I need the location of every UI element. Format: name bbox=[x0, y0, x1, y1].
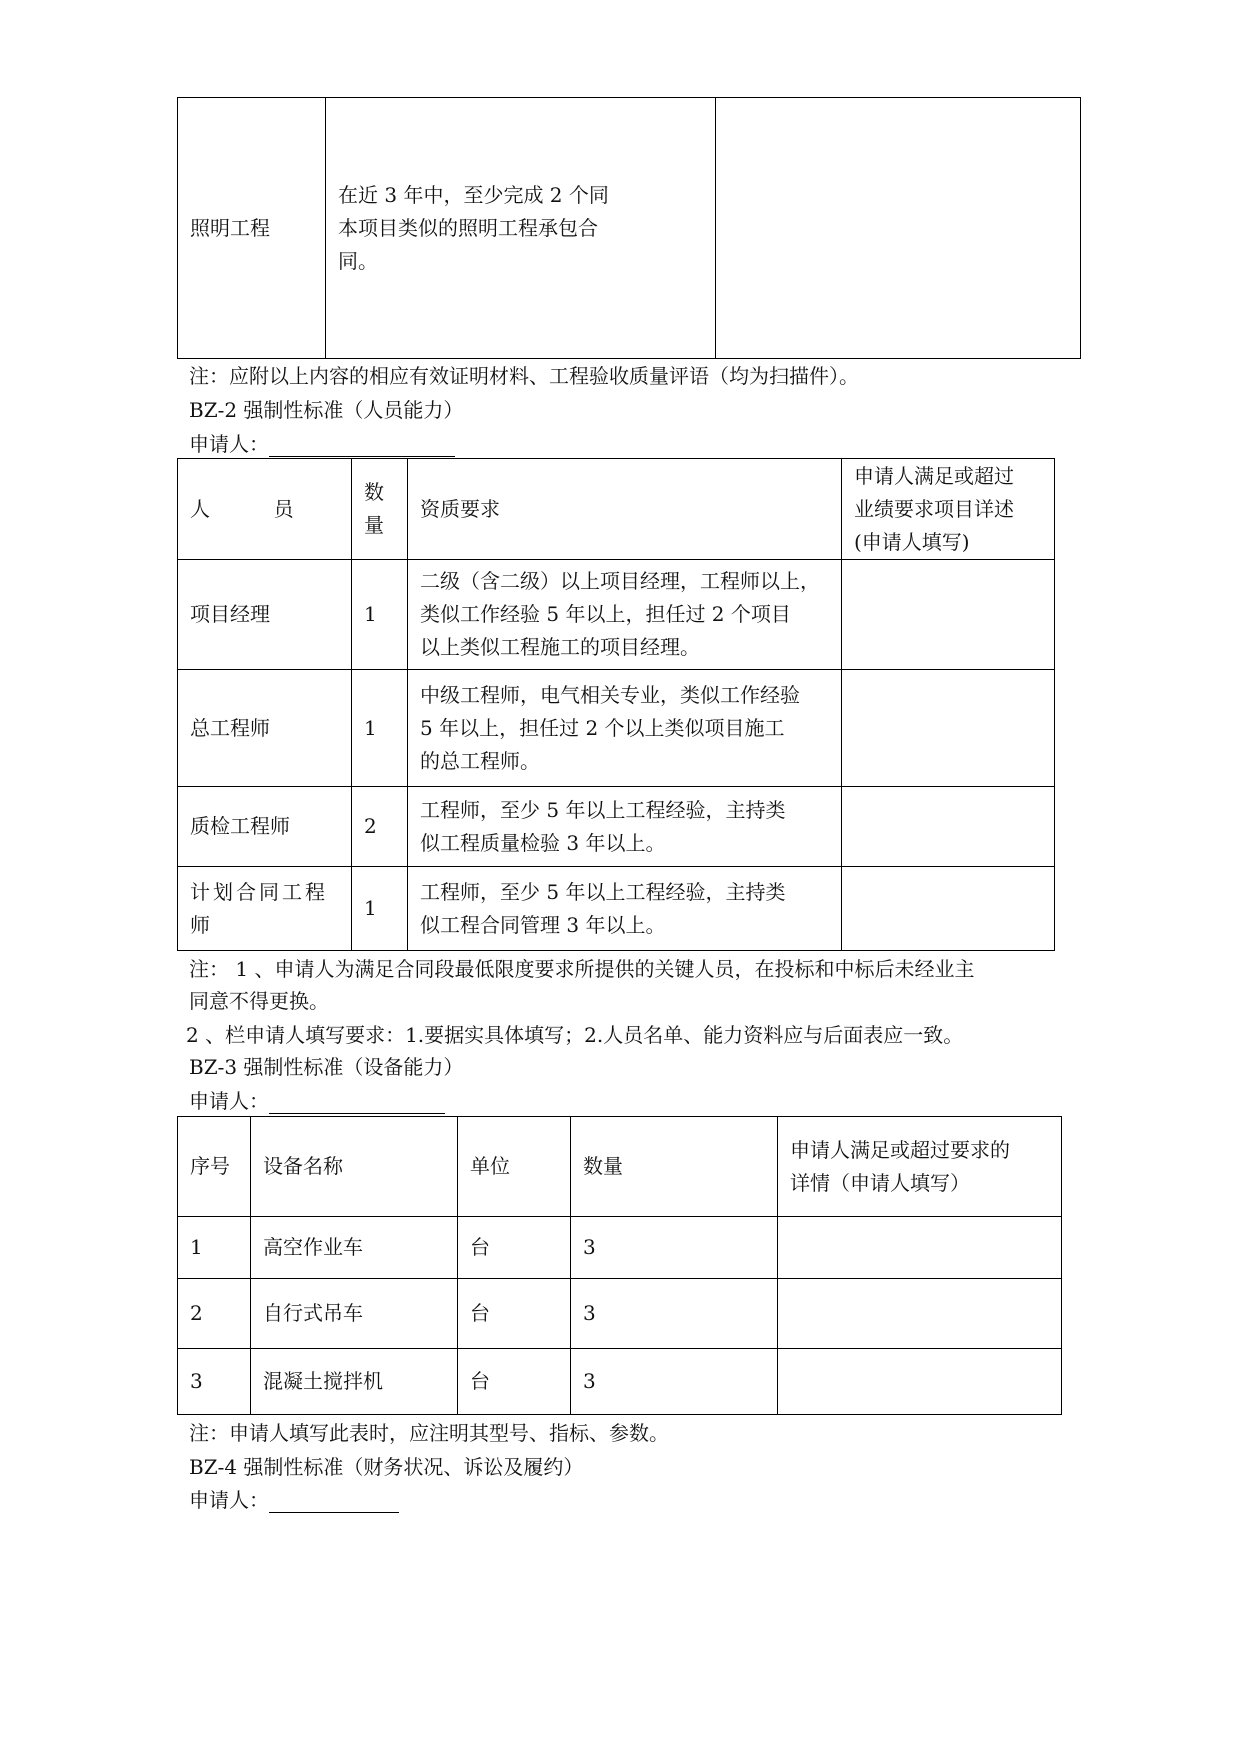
requirement-line: 同。 bbox=[338, 248, 378, 273]
requirement-line: 工程师，至少 5 年以上工程经验，主持类 bbox=[420, 797, 786, 822]
header-detail-line: 申请人满足或超过要求的 bbox=[790, 1137, 1010, 1162]
header-detail-line: 业绩要求项目详述 bbox=[854, 496, 1014, 521]
requirement-line: 似工程质量检验 3 年以上。 bbox=[420, 830, 666, 855]
role-cell: 质检工程师 bbox=[178, 787, 352, 867]
role-cell bbox=[178, 867, 352, 951]
role-cell: 项目经理 bbox=[178, 560, 352, 670]
table-row bbox=[178, 1217, 1062, 1279]
qty-cell: 1 bbox=[352, 867, 408, 951]
header-detail bbox=[778, 1117, 1062, 1217]
table-row bbox=[178, 670, 1055, 787]
requirement-line: 在近 3 年中，至少完成 2 个同 bbox=[338, 182, 609, 207]
requirement-cell bbox=[326, 98, 716, 359]
category-cell: 照明工程 bbox=[178, 98, 326, 359]
table-header-row bbox=[178, 1117, 1062, 1217]
no-cell: 1 bbox=[178, 1217, 251, 1279]
table-row bbox=[178, 787, 1055, 867]
name-cell: 混凝土搅拌机 bbox=[251, 1349, 458, 1415]
role-cell: 总工程师 bbox=[178, 670, 352, 787]
requirement-line: 以上类似工程施工的项目经理。 bbox=[420, 635, 700, 659]
table-row bbox=[178, 1279, 1062, 1349]
header-qualification: 资质要求 bbox=[408, 459, 842, 560]
note-equipment: 注：申请人填写此表时，应注明其型号、指标、参数。 bbox=[189, 1421, 669, 1445]
applicant-label: 申请人： bbox=[189, 432, 269, 456]
section-title-finance: BZ-4 强制性标准（财务状况、诉讼及履约） bbox=[189, 1455, 584, 1479]
qty-cell: 1 bbox=[352, 670, 408, 787]
applicant-detail-cell[interactable] bbox=[778, 1349, 1062, 1415]
requirement-line: 类似工作经验 5 年以上，担任过 2 个项目 bbox=[420, 602, 791, 626]
table-equipment bbox=[177, 1116, 1062, 1415]
applicant-line-equipment bbox=[189, 1088, 445, 1114]
qty-cell: 2 bbox=[352, 787, 408, 867]
table-row bbox=[178, 1349, 1062, 1415]
table-personnel bbox=[177, 458, 1055, 951]
note-evidence: 注：应附以上内容的相应有效证明材料、工程验收质量评语（均为扫描件）。 bbox=[189, 364, 859, 388]
applicant-detail-cell[interactable] bbox=[842, 787, 1055, 867]
unit-cell: 台 bbox=[458, 1217, 571, 1279]
applicant-detail-cell[interactable] bbox=[778, 1279, 1062, 1349]
unit-cell: 台 bbox=[458, 1279, 571, 1349]
applicant-detail-cell[interactable] bbox=[842, 867, 1055, 951]
applicant-detail-cell[interactable] bbox=[778, 1217, 1062, 1279]
header-qty-line: 量 bbox=[364, 513, 384, 537]
applicant-line-personnel bbox=[189, 431, 455, 457]
applicant-detail-cell[interactable] bbox=[716, 98, 1081, 359]
requirement-line: 似工程合同管理 3 年以上。 bbox=[420, 912, 666, 937]
applicant-line-finance bbox=[189, 1487, 399, 1513]
requirement-line: 5 年以上，担任过 2 个以上类似项目施工 bbox=[420, 715, 785, 740]
note-personnel-line2: 同意不得更换。 bbox=[189, 989, 329, 1013]
header-detail bbox=[842, 459, 1055, 560]
table-row bbox=[178, 560, 1055, 670]
no-cell: 2 bbox=[178, 1279, 251, 1349]
table-project-experience bbox=[177, 97, 1081, 359]
note-personnel-line3: 2 、栏申请人填写要求：1.要据实具体填写；2.人员名单、能力资料应与后面表应一致。 bbox=[186, 1023, 964, 1047]
requirement-cell bbox=[408, 560, 842, 670]
applicant-blank[interactable] bbox=[269, 436, 455, 457]
name-cell: 自行式吊车 bbox=[251, 1279, 458, 1349]
requirement-cell bbox=[408, 867, 842, 951]
header-qty: 数量 bbox=[571, 1117, 778, 1217]
requirement-line: 中级工程师，电气相关专业，类似工作经验 bbox=[420, 682, 800, 707]
name-cell: 高空作业车 bbox=[251, 1217, 458, 1279]
header-detail-line: 申请人满足或超过 bbox=[854, 463, 1014, 488]
requirement-line: 的总工程师。 bbox=[420, 748, 540, 773]
header-qty-line: 数 bbox=[364, 480, 384, 504]
header-name: 设备名称 bbox=[251, 1117, 458, 1217]
header-qty bbox=[352, 459, 408, 560]
header-personnel: 人 员 bbox=[178, 459, 352, 560]
applicant-label: 申请人： bbox=[189, 1089, 269, 1113]
applicant-label: 申请人： bbox=[189, 1488, 269, 1512]
applicant-detail-cell[interactable] bbox=[842, 670, 1055, 787]
section-title-personnel: BZ-2 强制性标准（人员能力） bbox=[189, 398, 464, 422]
qty-cell: 3 bbox=[571, 1217, 778, 1279]
applicant-detail-cell[interactable] bbox=[842, 560, 1055, 670]
requirement-cell bbox=[408, 787, 842, 867]
role-line: 计划合同工程 bbox=[190, 879, 328, 904]
qty-cell: 3 bbox=[571, 1349, 778, 1415]
requirement-line: 二级（含二级）以上项目经理，工程师以上， bbox=[420, 569, 820, 593]
section-title-equipment: BZ-3 强制性标准（设备能力） bbox=[189, 1055, 464, 1079]
qty-cell: 3 bbox=[571, 1279, 778, 1349]
header-detail-line: (申请人填写) bbox=[854, 529, 970, 554]
no-cell: 3 bbox=[178, 1349, 251, 1415]
header-unit: 单位 bbox=[458, 1117, 571, 1217]
table-row bbox=[178, 98, 1081, 359]
header-no: 序号 bbox=[178, 1117, 251, 1217]
applicant-blank[interactable] bbox=[269, 1093, 445, 1114]
applicant-blank[interactable] bbox=[269, 1492, 399, 1513]
requirement-line: 本项目类似的照明工程承包合 bbox=[338, 215, 598, 240]
role-line: 师 bbox=[190, 912, 210, 937]
qty-cell: 1 bbox=[352, 560, 408, 670]
note-personnel-line1: 注： 1 、申请人为满足合同段最低限度要求所提供的关键人员，在投标和中标后未经业主 bbox=[189, 957, 975, 981]
unit-cell: 台 bbox=[458, 1349, 571, 1415]
table-row bbox=[178, 867, 1055, 951]
table-header-row bbox=[178, 459, 1055, 560]
requirement-cell bbox=[408, 670, 842, 787]
header-detail-line: 详情（申请人填写） bbox=[790, 1170, 970, 1195]
requirement-line: 工程师，至少 5 年以上工程经验，主持类 bbox=[420, 879, 786, 904]
